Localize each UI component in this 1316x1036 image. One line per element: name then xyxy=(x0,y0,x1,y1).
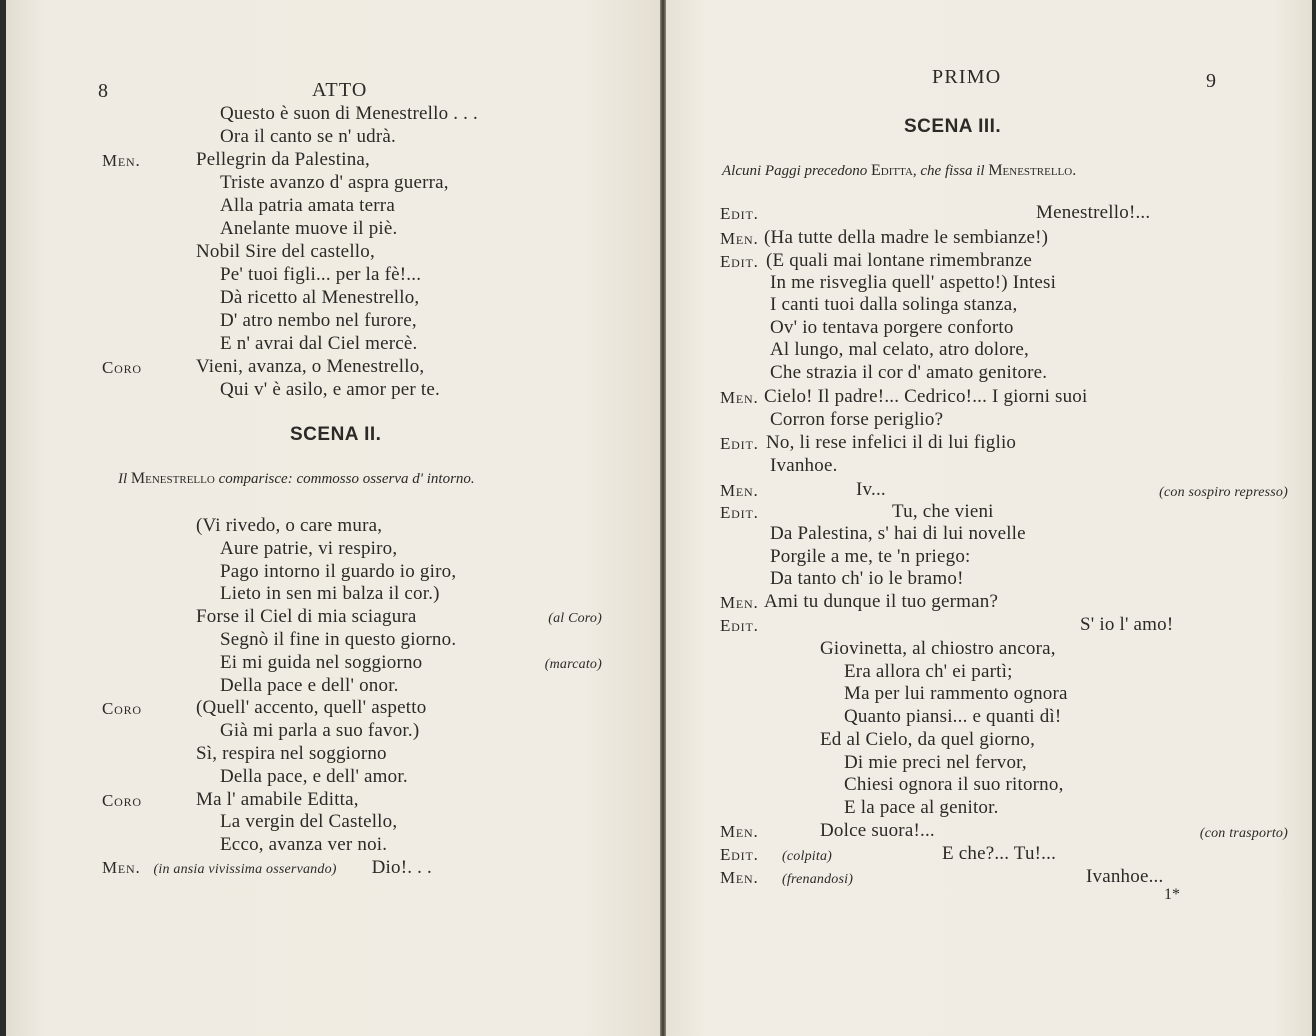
verse-line: Giovinetta, al chiostro ancora, xyxy=(820,638,1056,659)
running-head: PRIMO xyxy=(932,66,1002,88)
speaker-label: Edit. xyxy=(720,503,759,522)
speaker-label: Edit. xyxy=(720,434,759,453)
stage-name: Menestrello xyxy=(130,470,215,487)
left-page xyxy=(6,0,660,1036)
page-number: 8 xyxy=(98,80,108,102)
verse-line: Della pace, e dell' amor. xyxy=(220,765,408,787)
speaker-label: Coro xyxy=(102,699,142,719)
verse-line: Segnò il fine in questo giorno. xyxy=(220,629,457,650)
signature-mark: 1* xyxy=(1164,886,1180,903)
verse-line: Che strazia il cor d' amato genitore. xyxy=(770,362,1048,383)
page-number: 9 xyxy=(1206,70,1216,92)
speaker-label: Men. xyxy=(720,481,759,500)
stage-prefix: Il xyxy=(118,471,128,487)
stage-direction-inline: (con sospiro represso) xyxy=(1159,485,1288,500)
stage-direction-inline: (con trasporto) xyxy=(1199,826,1288,841)
verse-line: Lieto in sen mi balza il cor.) xyxy=(220,583,440,605)
speaker-label: Men. xyxy=(720,868,759,887)
verse-line: Aure patrie, vi respiro, xyxy=(220,537,398,559)
verse-line: Forse il Ciel di mia sciagura xyxy=(196,606,417,628)
verse-line: Dà ricetto al Menestrello, xyxy=(220,287,420,308)
verse-line: Anelante muove il piè. xyxy=(220,218,398,239)
speaker-label: Men. xyxy=(720,593,759,612)
verse-line: Al lungo, mal celato, atro dolore, xyxy=(770,339,1030,360)
stage-name1: Editta xyxy=(871,162,913,179)
stage-rest: comparisce: commosso osserva d' intorno. xyxy=(218,471,475,487)
stage-name2: Menestrello. xyxy=(988,162,1077,179)
verse-line: Alla patria amata terra xyxy=(220,195,395,216)
verse-line: Ma per lui rammento ognora xyxy=(844,683,1068,704)
stage-part1: Alcuni Paggi precedono xyxy=(722,163,868,179)
verse-line: (Ha tutte della madre le sembianze!) xyxy=(764,227,1049,248)
verse-line: Ecco, avanza ver noi. xyxy=(220,834,388,856)
speaker-label: Men. xyxy=(720,388,759,407)
verse-line: Ei mi guida nel soggiorno xyxy=(220,651,423,673)
verse-line: Pe' tuoi figli... per la fè!... xyxy=(220,264,422,285)
verse-line: Pago intorno il guardo io giro, xyxy=(220,560,457,582)
running-head: ATTO xyxy=(312,79,368,101)
verse-line: No, li rese infelici il di lui figlio xyxy=(766,432,1017,453)
verse-line: D' atro nembo nel furore, xyxy=(220,310,417,331)
verse-line: Ivanhoe. xyxy=(770,455,838,476)
speaker-label: Edit. xyxy=(720,845,759,864)
verse-text: Dio!. . . xyxy=(371,857,432,878)
stage-direction-inline: (marcato) xyxy=(544,656,602,672)
verse-line: Cielo! Il padre!... Cedrico!... I giorni suoi xyxy=(764,386,1088,407)
speaker-label: Edit. xyxy=(720,204,759,223)
verse-line: Tu, che vieni xyxy=(892,501,994,522)
stage-direction-inline: (in ansia vivissima osservando) xyxy=(153,862,337,877)
verse-line: Già mi parla a suo favor.) xyxy=(220,720,420,742)
verse-line: Ed al Cielo, da quel giorno, xyxy=(820,729,1036,750)
stage-direction xyxy=(118,470,475,488)
verse-line: Ami tu dunque il tuo german? xyxy=(764,591,999,612)
speaker-label: Men. xyxy=(102,151,141,170)
stage-direction-inline: (al Coro) xyxy=(548,611,602,627)
verse-line: Porgile a me, te 'n priego: xyxy=(770,546,971,567)
verse-line: Di mie preci nel fervor, xyxy=(844,752,1027,773)
verse-line: Da tanto ch' io le bramo! xyxy=(770,568,964,589)
verse-line: Della pace e dell' onor. xyxy=(220,674,399,696)
verse-line: Questo è suon di Menestrello . . . xyxy=(220,103,478,124)
speaker-label: Men. xyxy=(720,822,759,841)
right-page xyxy=(666,0,1312,1036)
last-line xyxy=(102,857,432,881)
verse-line: Nobil Sire del castello, xyxy=(196,241,375,262)
scene-title: SCENA III. xyxy=(904,116,1002,137)
speaker-label: Coro xyxy=(102,790,142,810)
verse-line: Era allora ch' ei partì; xyxy=(844,661,1013,682)
verse-line: Pellegrin da Palestina, xyxy=(196,149,370,170)
verse-line: Qui v' è asilo, e amor per te. xyxy=(220,379,440,400)
stage-direction xyxy=(722,162,1076,180)
verse-line: E n' avrai dal Ciel mercè. xyxy=(220,333,418,354)
verse-line: Vieni, avanza, o Menestrello, xyxy=(196,356,425,377)
verse-line: Chiesi ognora il suo ritorno, xyxy=(844,774,1064,795)
verse-line: Da Palestina, s' hai di lui novelle xyxy=(770,523,1026,544)
verse-line: Ov' io tentava porgere conforto xyxy=(770,317,1014,338)
verse-line: In me risveglia quell' aspetto!) Intesi xyxy=(770,272,1057,293)
verse-line: Ivanhoe... xyxy=(1086,866,1164,887)
speaker-label: Edit. xyxy=(720,252,759,271)
scene-title: SCENA II. xyxy=(290,424,382,445)
verse-line: Ma l' amabile Editta, xyxy=(196,788,359,810)
speaker-label: Men. xyxy=(720,229,759,248)
verse-line: La vergin del Castello, xyxy=(220,811,398,833)
verse-line: Quanto piansi... e quanti dì! xyxy=(844,706,1062,727)
verse-line: Sì, respira nel soggiorno xyxy=(196,743,387,764)
stage-part2: , che fissa il xyxy=(912,163,985,179)
speaker: Men. xyxy=(102,858,141,877)
stage-direction-inline: (frenandosi) xyxy=(782,872,854,887)
verse-line: Triste avanzo d' aspra guerra, xyxy=(220,172,449,193)
stage-direction-inline: (colpita) xyxy=(782,849,833,864)
verse-line: S' io l' amo! xyxy=(1080,614,1174,635)
verse-line: Iv... xyxy=(856,479,886,500)
verse-line: Corron forse periglio? xyxy=(770,409,944,430)
verse-line: Menestrello!... xyxy=(1036,202,1151,223)
verse-line: (E quali mai lontane rimembranze xyxy=(766,250,1032,271)
verse-line: I canti tuoi dalla solinga stanza, xyxy=(770,294,1018,315)
verse-line: Ora il canto se n' udrà. xyxy=(220,126,396,147)
verse-line: (Vi rivedo, o care mura, xyxy=(196,515,383,536)
speaker-label: Edit. xyxy=(720,616,759,635)
speaker-label: Coro xyxy=(102,358,142,377)
verse-line: E che?... Tu!... xyxy=(942,843,1057,864)
verse-line: Dolce suora!... xyxy=(820,820,935,841)
verse-line: (Quell' accento, quell' aspetto xyxy=(196,697,427,719)
verse-line: E la pace al genitor. xyxy=(844,797,999,818)
